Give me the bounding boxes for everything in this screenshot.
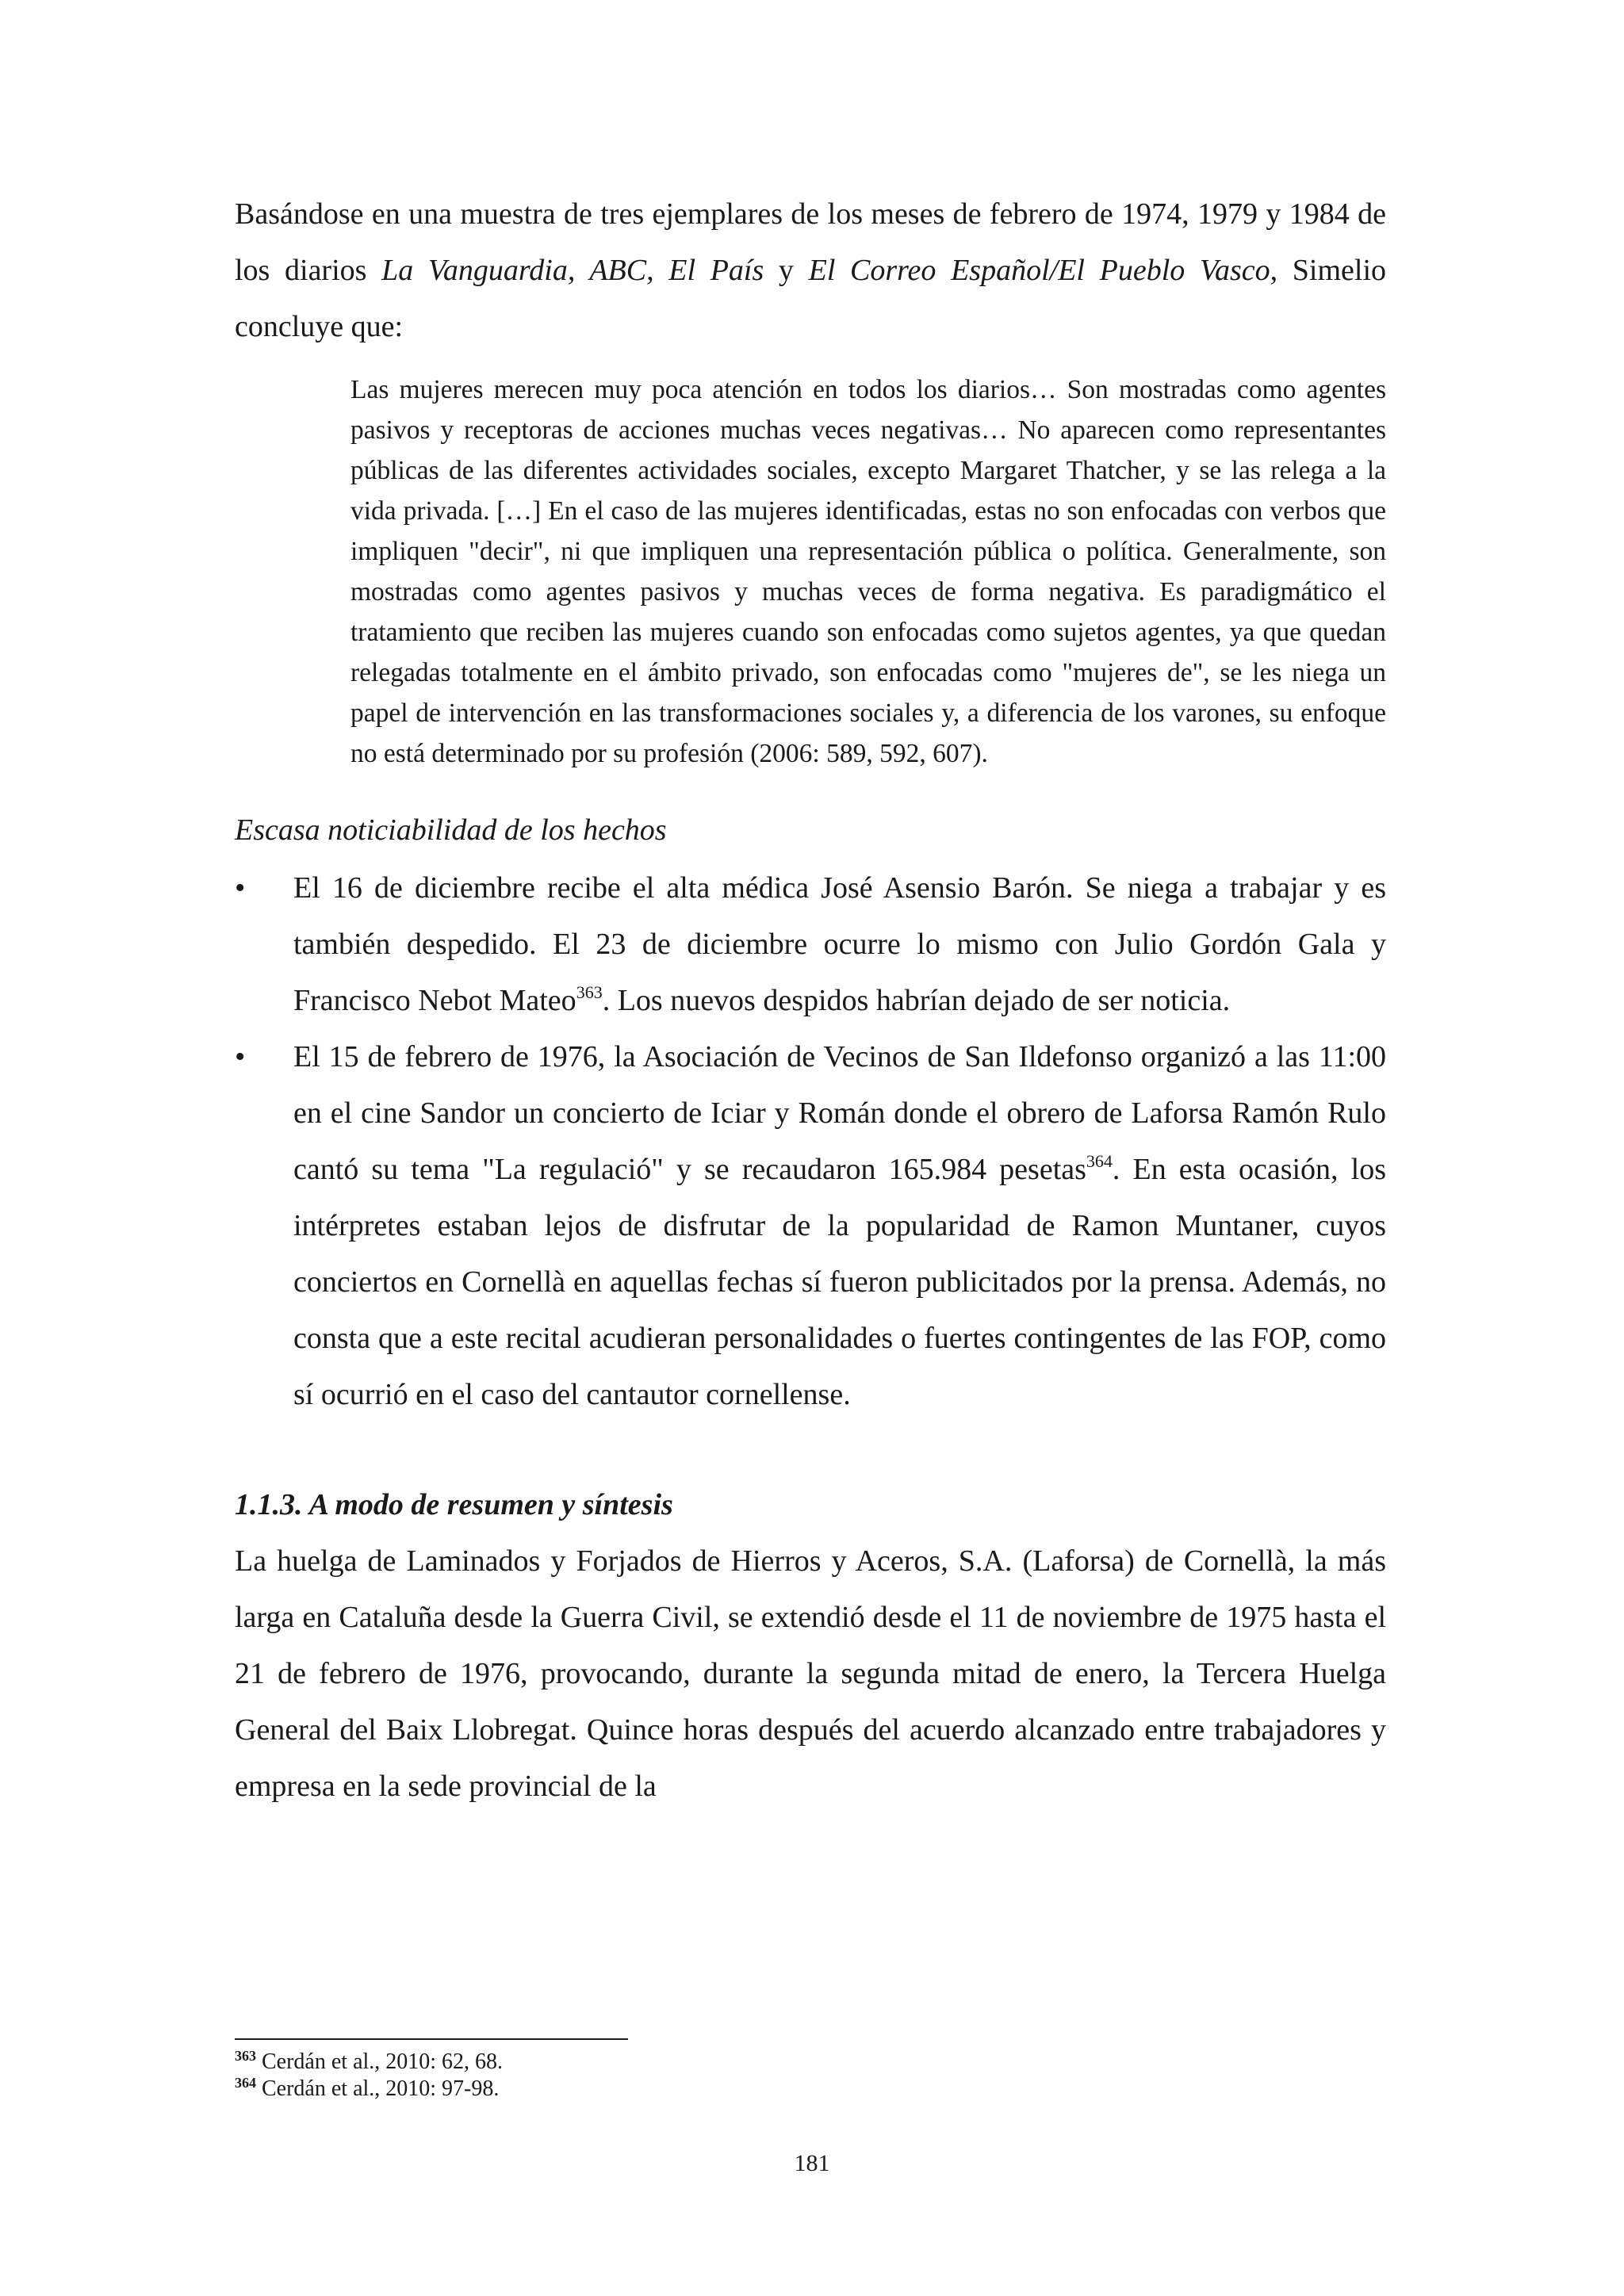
newspaper-titles-2: El Correo Español/El Pueblo Vasco (808, 254, 1270, 287)
bullet-text: . Los nuevos despidos habrían dejado de ser noticia. (602, 984, 1231, 1017)
footnotes (235, 2049, 1386, 2103)
footnote-ref[interactable]: 364 (1086, 1151, 1113, 1171)
bullet-list (235, 860, 1386, 1423)
footnote-ref[interactable]: 363 (576, 982, 603, 1002)
intro-text-2: y (764, 254, 809, 287)
footnote-text: Cerdán et al., 2010: 62, 68. (256, 2049, 504, 2074)
page-number: 181 (794, 2150, 830, 2176)
block-quote: Las mujeres merecen muy poca atención en todos los diarios… Son mostradas como agentes pasivos y receptoras de acciones muchas veces negativas… No aparecen como representantes públicas de las diferentes actividades sociales, excepto Margaret Thatcher, y se las relega a la vida privada. […] En el caso de las mujeres identificadas, estas no son enfocadas con verbos que impliquen "decir", ni que impliquen una representación pública o política. Generalmente, son mostradas como agentes pasivos y muchas veces de forma negativa. Es paradigmático el tratamiento que reciben las mujeres cuando son enfocadas como sujetos agentes, ya que quedan relegadas totalmente en el ámbito privado, son enfocadas como "mujeres de", se les niega un papel de intervención en las transformaciones sociales y, a diferencia de los varones, su enfoque no está determinado por su profesión (2006: 589, 592, 607). (350, 375, 1386, 768)
footnote-text: Cerdán et al., 2010: 97-98. (256, 2076, 500, 2101)
subheading: Escasa noticiabilidad de los hechos (235, 813, 667, 847)
bullet-text: El 16 de diciembre recibe el alta médica José Asensio Barón. Se niega a trabajar y es también despedido. El 23 de diciembre ocurre lo mismo con Julio Gordón Gala y Francisco Nebot Mateo (293, 871, 1386, 1017)
intro-text-1: Basándose en una muestra de tres ejemplares de los meses de febrero de 1974, 1979 y 1984 de los diarios (235, 197, 1386, 287)
summary-paragraph: La huelga de Laminados y Forjados de Hierros y Aceros, S.A. (Laforsa) de Cornellà, la más larga en Cataluña desde la Guerra Civil, se extendió desde el 11 de noviembre de 1975 hasta el 21 de febrero de 1976, provocando, durante la segunda mitad de enero, la Tercera Huelga General del Baix Llobregat. Quince horas después del acuerdo alcanzado entre trabajadores y empresa en la sede provincial de la (235, 1544, 1386, 1803)
bullet-item-2 (235, 1029, 1386, 1423)
footnote-divider (235, 2038, 628, 2040)
footnote (235, 2049, 1386, 2076)
section-heading: 1.1.3. A modo de resumen y síntesis (235, 1488, 673, 1521)
footnote-number: 363 (235, 2048, 256, 2064)
page-content (235, 186, 1386, 1815)
footnote (235, 2076, 1386, 2103)
intro-paragraph (235, 186, 1386, 355)
intro-text-3: , Simelio concluye que: (235, 254, 1387, 343)
bullet-mark: • (235, 871, 246, 905)
footnote-number: 364 (235, 2075, 256, 2091)
newspaper-titles-1: La Vanguardia, ABC, El País (381, 254, 764, 287)
bullet-text: El 15 de febrero de 1976, la Asociación de Vecinos de San Ildefonso organizó a las 11:00 en el cine Sandor un concierto de Iciar y Román donde el obrero de Laforsa Ramón Rulo cantó su tema "La regulació" y se recaudaron 165.984 pesetas (293, 1040, 1386, 1186)
bullet-mark: • (235, 1040, 246, 1073)
bullet-text: . En esta ocasión, los intérpretes estaban lejos de disfrutar de la popularidad de Ramon Muntaner, cuyos conciertos en Cornellà en aquellas fechas sí fueron publicitados por la prensa. Además, no consta que a este recital acudieran personalidades o fuertes contingentes de las FOP, como sí ocurrió en el caso del cantautor cornellense. (293, 1153, 1386, 1411)
bullet-item-1 (235, 860, 1386, 1029)
